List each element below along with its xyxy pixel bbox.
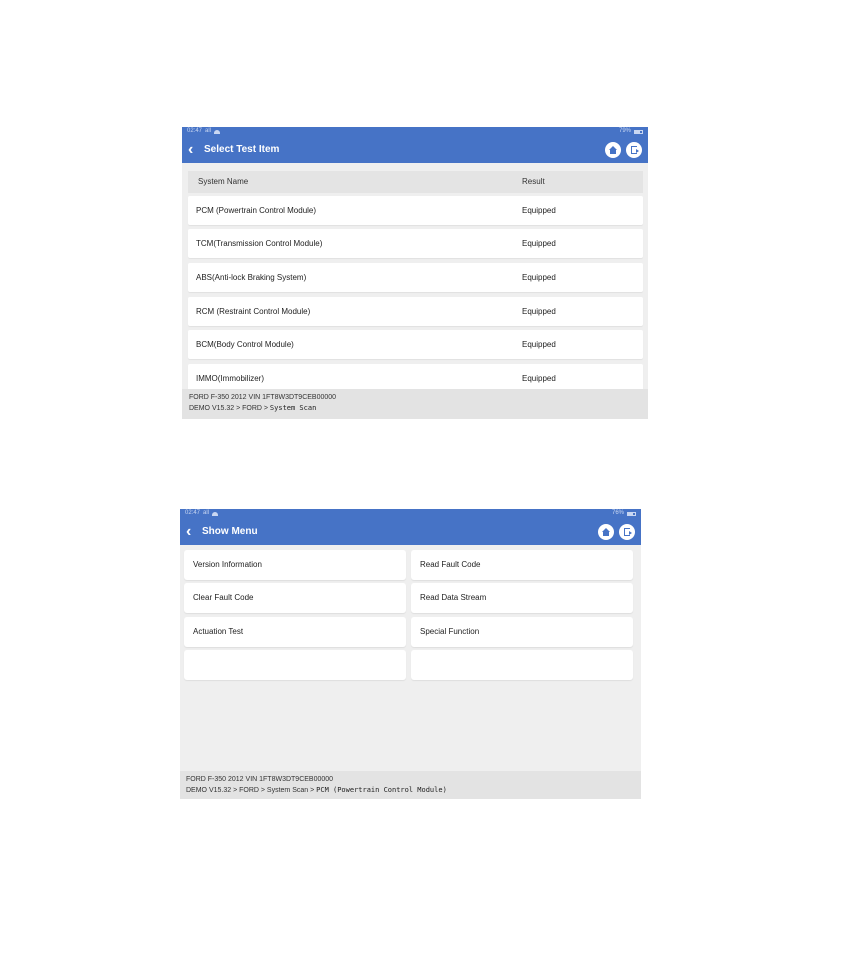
exit-icon	[624, 528, 630, 536]
system-result: Equipped	[522, 340, 556, 349]
signal-label: all	[205, 128, 212, 134]
page-title: Show Menu	[202, 526, 258, 537]
menu-button-version-information[interactable]: Version Information	[184, 550, 406, 580]
exit-icon	[631, 146, 637, 154]
system-name: RCM (Restraint Control Module)	[196, 307, 311, 316]
breadcrumb	[189, 403, 641, 414]
battery-percent: 76%	[611, 510, 624, 516]
status-time: 02:47	[185, 510, 201, 516]
breadcrumb	[186, 785, 635, 796]
table-row[interactable]	[188, 196, 643, 225]
system-result: Equipped	[522, 307, 556, 316]
system-name: BCM(Body Control Module)	[196, 340, 294, 349]
system-list	[182, 163, 648, 389]
home-icon	[609, 146, 617, 150]
status-bar	[180, 509, 641, 518]
table-row[interactable]	[188, 297, 643, 326]
signal-label: all	[203, 510, 210, 516]
system-name: ABS(Anti-lock Braking System)	[196, 273, 307, 282]
table-row[interactable]	[188, 229, 643, 258]
vehicle-info: FORD F-350 2012 VIN 1FT8W3DT9CEB00000	[189, 394, 337, 401]
vehicle-info-footer	[180, 771, 641, 799]
breadcrumb-current: PCM (Powertrain Control Module)	[316, 786, 447, 794]
select-test-item-screen	[182, 127, 648, 419]
header-bar	[182, 136, 648, 163]
table-row[interactable]	[188, 263, 643, 292]
menu-button-special-function[interactable]: Special Function	[411, 617, 633, 647]
column-system-name: System Name	[198, 177, 249, 186]
column-result: Result	[522, 177, 545, 186]
breadcrumb-path: DEMO V15.32 > FORD >	[189, 405, 270, 412]
home-button[interactable]	[598, 524, 614, 540]
status-time: 02:47	[187, 128, 203, 134]
exit-button[interactable]	[626, 142, 642, 158]
battery-icon	[627, 512, 636, 516]
table-header	[188, 171, 643, 193]
system-result: Equipped	[522, 374, 556, 383]
chevron-left-icon[interactable]: ‹	[186, 522, 192, 540]
header-bar	[180, 518, 641, 545]
menu-button-empty	[411, 650, 633, 680]
system-result: Equipped	[522, 206, 556, 215]
vehicle-info-footer	[182, 389, 648, 419]
breadcrumb-path: DEMO V15.32 > FORD > System Scan >	[186, 787, 317, 794]
system-name: PCM (Powertrain Control Module)	[196, 206, 317, 215]
status-bar	[182, 127, 648, 136]
page-title: Select Test Item	[204, 144, 280, 155]
show-menu-screen	[180, 509, 641, 799]
menu-button-actuation-test[interactable]: Actuation Test	[184, 617, 406, 647]
breadcrumb-current: System Scan	[269, 404, 317, 412]
menu-button-empty	[184, 650, 406, 680]
vehicle-info: FORD F-350 2012 VIN 1FT8W3DT9CEB00000	[186, 776, 334, 783]
chevron-left-icon[interactable]: ‹	[188, 140, 194, 158]
exit-button[interactable]	[619, 524, 635, 540]
home-icon	[602, 528, 610, 532]
menu-button-read-data-stream[interactable]: Read Data Stream	[411, 583, 633, 613]
home-button[interactable]	[605, 142, 621, 158]
menu-grid	[180, 545, 641, 771]
wifi-icon	[212, 512, 218, 516]
battery-percent: 79%	[618, 128, 631, 134]
system-result: Equipped	[522, 239, 556, 248]
menu-button-clear-fault-code[interactable]: Clear Fault Code	[184, 583, 406, 613]
menu-button-read-fault-code[interactable]: Read Fault Code	[411, 550, 633, 580]
system-result: Equipped	[522, 273, 556, 282]
system-name: IMMO(Immobilizer)	[196, 374, 264, 383]
table-row[interactable]	[188, 330, 643, 359]
system-name: TCM(Transmission Control Module)	[196, 239, 323, 248]
wifi-icon	[214, 130, 220, 134]
battery-icon	[634, 130, 643, 134]
